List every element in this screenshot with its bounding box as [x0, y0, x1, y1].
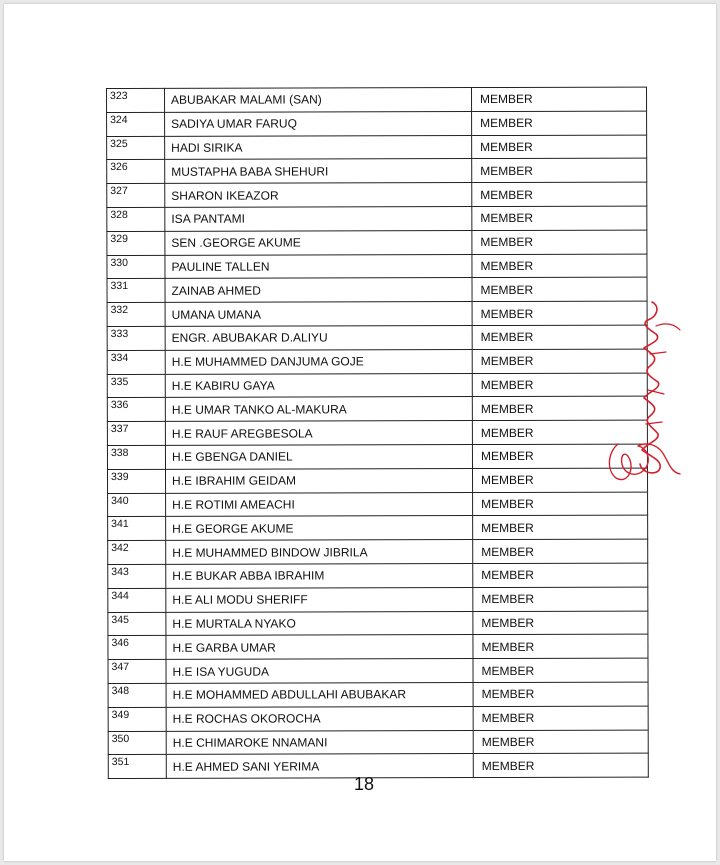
table-row — [108, 730, 648, 755]
member-name: H.E IBRAHIM GEIDAM — [165, 468, 472, 493]
member-role: MEMBER — [473, 753, 648, 777]
member-role: MEMBER — [473, 682, 648, 706]
member-name: UMANA UMANA — [165, 302, 472, 327]
row-number: 324 — [107, 112, 165, 136]
member-name: ISA PANTAMI — [165, 207, 472, 232]
member-name: H.E CHIMAROKE NNAMANI — [166, 730, 473, 755]
table-row — [107, 111, 647, 136]
member-role: MEMBER — [472, 396, 647, 420]
row-number: 331 — [107, 279, 165, 303]
table-row — [108, 515, 648, 540]
row-number: 345 — [108, 612, 166, 636]
table-row — [107, 349, 647, 374]
member-role: MEMBER — [473, 539, 648, 563]
row-number: 347 — [108, 659, 166, 683]
member-name: H.E ROTIMI AMEACHI — [166, 492, 473, 517]
table-row — [108, 634, 648, 659]
member-role: MEMBER — [473, 706, 648, 730]
row-number: 334 — [107, 350, 165, 374]
document-page — [4, 4, 716, 861]
member-role: MEMBER — [472, 111, 647, 135]
row-number: 336 — [107, 398, 165, 422]
row-number: 325 — [107, 136, 165, 160]
member-name: SADIYA UMAR FARUQ — [165, 111, 472, 136]
member-role: MEMBER — [472, 87, 647, 111]
member-role: MEMBER — [472, 373, 647, 397]
member-role: MEMBER — [473, 634, 648, 658]
row-number: 346 — [108, 636, 166, 660]
member-name: H.E UMAR TANKO AL-MAKURA — [165, 397, 472, 422]
member-role: MEMBER — [472, 182, 647, 206]
row-number: 329 — [107, 231, 165, 255]
row-number: 344 — [108, 588, 166, 612]
member-name: H.E ALI MODU SHERIFF — [166, 587, 473, 612]
member-role: MEMBER — [472, 420, 647, 444]
member-name: H.E MURTALA NYAKO — [166, 611, 473, 636]
member-name: ZAINAB AHMED — [165, 278, 472, 303]
table-row — [107, 87, 647, 112]
member-role: MEMBER — [472, 349, 647, 373]
member-name: ABUBAKAR MALAMI (SAN) — [165, 88, 472, 113]
member-role: MEMBER — [472, 468, 647, 492]
member-role: MEMBER — [472, 301, 647, 325]
table-row — [107, 277, 647, 302]
handwritten-signature — [600, 294, 686, 494]
member-name: H.E BUKAR ABBA IBRAHIM — [166, 563, 473, 588]
member-role: MEMBER — [472, 444, 647, 468]
table-row — [108, 611, 648, 636]
row-number: 323 — [107, 88, 165, 112]
member-name: HADI SIRIKA — [165, 135, 472, 160]
row-number: 326 — [107, 160, 165, 184]
row-number: 332 — [107, 303, 165, 327]
table-row — [108, 539, 648, 564]
member-name: H.E GBENGA DANIEL — [165, 444, 472, 469]
row-number: 328 — [107, 207, 165, 231]
member-name: H.E MUHAMMED BINDOW JIBRILA — [166, 540, 473, 565]
member-role: MEMBER — [473, 611, 648, 635]
member-name: H.E GARBA UMAR — [166, 635, 473, 660]
table-row — [107, 158, 647, 183]
member-name: H.E MOHAMMED ABDULLAHI ABUBAKAR — [166, 682, 473, 707]
row-number: 348 — [108, 683, 166, 707]
member-role: MEMBER — [473, 492, 648, 516]
row-number: 342 — [108, 540, 166, 564]
member-role: MEMBER — [472, 135, 647, 159]
member-name: H.E GEORGE AKUME — [166, 516, 473, 541]
member-role: MEMBER — [472, 206, 647, 230]
member-role: MEMBER — [473, 515, 648, 539]
member-role: MEMBER — [473, 730, 648, 754]
member-role: MEMBER — [473, 587, 648, 611]
member-role: MEMBER — [472, 277, 647, 301]
member-name: PAULINE TALLEN — [165, 254, 472, 279]
table-row — [107, 206, 647, 231]
member-role: MEMBER — [472, 254, 647, 278]
member-name: MUSTAPHA BABA SHEHURI — [165, 159, 472, 184]
table-row — [107, 230, 647, 255]
page-number: 18 — [353, 774, 375, 794]
row-number: 327 — [107, 184, 165, 208]
member-name: H.E RAUF AREGBESOLA — [165, 421, 472, 446]
row-number: 333 — [107, 326, 165, 350]
member-name: H.E ISA YUGUDA — [166, 659, 473, 684]
members-table-body — [107, 87, 649, 779]
row-number: 349 — [108, 707, 166, 731]
row-number: 330 — [107, 255, 165, 279]
member-name: SHARON IKEAZOR — [165, 183, 472, 208]
member-name: H.E ROCHAS OKOROCHA — [166, 706, 473, 731]
table-row — [107, 420, 647, 445]
member-name: ENGR. ABUBAKAR D.ALIYU — [165, 326, 472, 351]
member-name: H.E AHMED SANI YERIMA — [166, 754, 473, 779]
table-row — [107, 301, 647, 326]
row-number: 339 — [107, 469, 165, 493]
table-row — [108, 682, 648, 707]
member-role: MEMBER — [473, 658, 648, 682]
row-number: 338 — [107, 445, 165, 469]
table-row — [107, 254, 647, 279]
table-row — [107, 373, 647, 398]
table-row — [107, 182, 647, 207]
table-row — [108, 587, 648, 612]
table-row — [107, 135, 647, 160]
member-role: MEMBER — [472, 158, 647, 182]
member-name: H.E KABIRU GAYA — [165, 373, 472, 398]
table-row — [108, 492, 648, 517]
table-row — [107, 325, 647, 350]
row-number: 335 — [107, 374, 165, 398]
table-row — [108, 706, 648, 731]
member-role: MEMBER — [472, 230, 647, 254]
table-row — [107, 468, 647, 493]
members-table — [106, 87, 649, 780]
row-number: 337 — [107, 422, 165, 446]
table-row — [107, 444, 647, 469]
row-number: 343 — [108, 564, 166, 588]
row-number: 341 — [108, 517, 166, 541]
member-name: SEN .GEORGE AKUME — [165, 230, 472, 255]
table-row — [108, 563, 648, 588]
table-row — [108, 658, 648, 683]
member-role: MEMBER — [473, 563, 648, 587]
member-name: H.E MUHAMMED DANJUMA GOJE — [165, 349, 472, 374]
row-number: 351 — [108, 755, 166, 779]
row-number: 340 — [108, 493, 166, 517]
row-number: 350 — [108, 731, 166, 755]
table-row — [107, 396, 647, 421]
member-role: MEMBER — [472, 325, 647, 349]
